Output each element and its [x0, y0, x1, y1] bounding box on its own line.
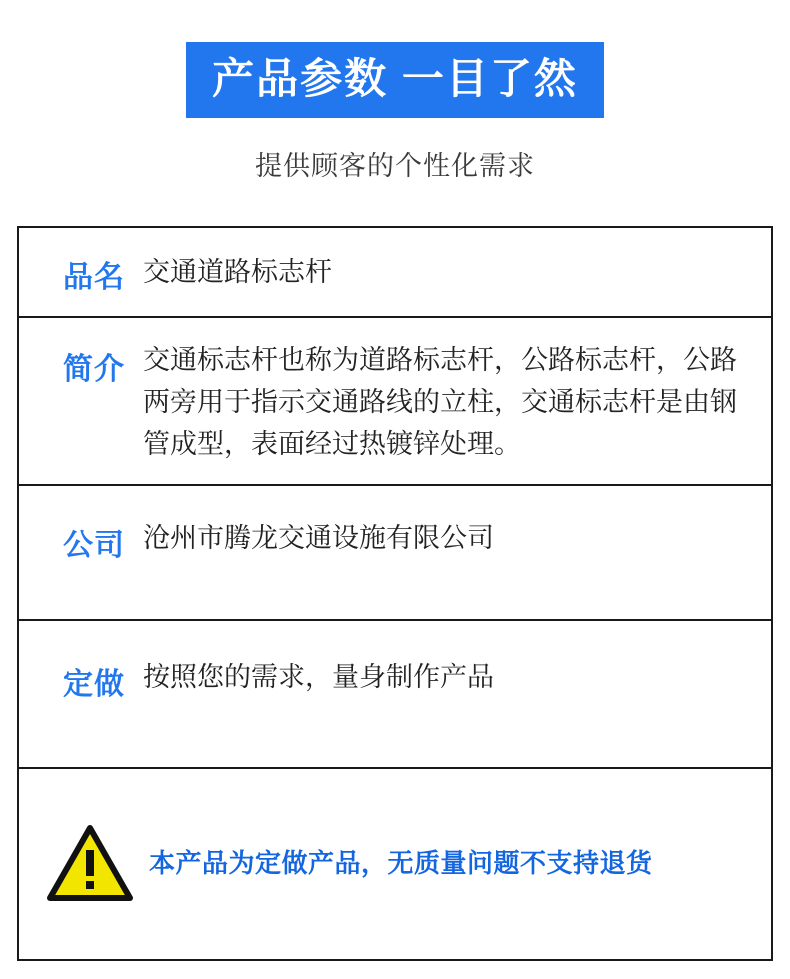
row-label-company: 公司 — [63, 529, 125, 562]
notice-text: 本产品为定做产品，无质量问题不支持退货 — [149, 847, 653, 878]
page-header — [0, 0, 790, 183]
spec-table — [17, 226, 773, 961]
row-value-customization: 按照您的需求，量身制作产品 — [143, 662, 494, 692]
row-label-customization: 定做 — [63, 668, 125, 701]
row-label-introduction: 简介 — [63, 353, 125, 386]
row-value-company: 沧州市腾龙交通设施有限公司 — [143, 523, 494, 553]
row-label-product-name: 品名 — [63, 261, 125, 294]
warning-triangle-icon — [47, 824, 133, 902]
row-value-product-name: 交通道路标志杆 — [143, 257, 332, 287]
table-row — [19, 318, 771, 486]
table-row-notice — [19, 769, 771, 957]
table-row — [19, 621, 771, 769]
table-row — [19, 228, 771, 318]
page-title: 产品参数 一目了然 — [186, 42, 604, 118]
page-subtitle: 提供顾客的个性化需求 — [255, 151, 535, 181]
table-row — [19, 486, 771, 621]
row-value-introduction: 交通标志杆也称为道路标志杆，公路标志杆，公路两旁用于指示交通路线的立柱，交通标志杆是由钢管成型，表面经过热镀锌处理。 — [143, 345, 737, 459]
